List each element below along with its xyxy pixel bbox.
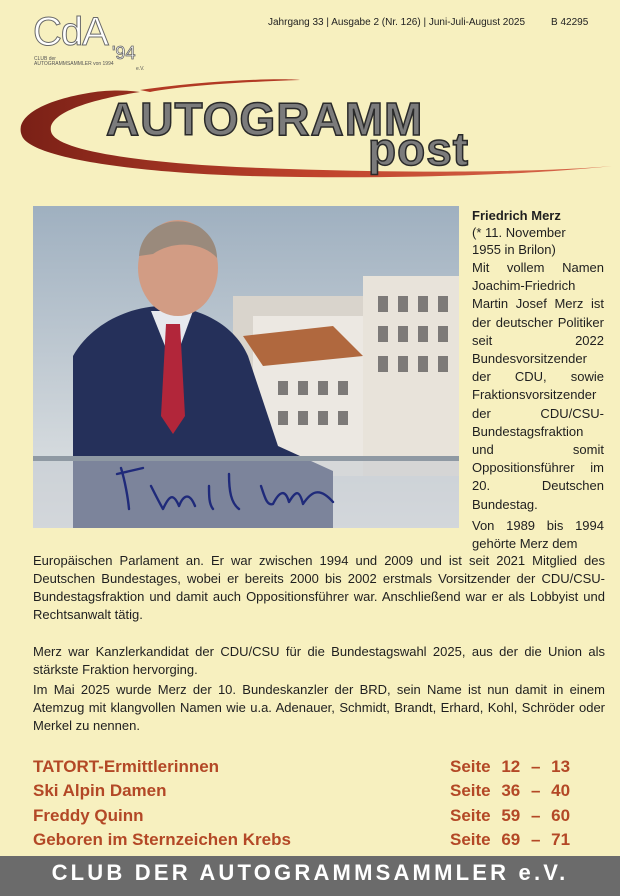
article-birth: 1955 in Brilon) [472,242,556,257]
article-paragraph: Merz war Kanzlerkandidat der CDU/CSU für die Bundestagswahl 2025, aus der die Union als stärkste Fraktion hervorging. [33,644,605,677]
article-name: Friedrich Merz [472,208,561,223]
contents-pages: Seite 36 – 40 [450,781,571,800]
article-paragraph: Europäischen Parlament an. Er war zwischen 1994 und 2009 und ist seit 2021 Mitglied des Deutschen Bundestages, wobei er bereits 2000 bis 2002 erstmals Vorsitzender der CDU/CSU-Bundestagsfraktion und damit auch Oppositionsführer war. Anschließend war er als Lobbyist und Rechtsanwalt tätig. [33,553,605,622]
contents-pages: Seite 59 – 60 [450,806,571,825]
cover-photo [33,206,459,528]
masthead-title: AUTOGRAMM [106,93,424,145]
article-sidebar-cont: Von 1989 bis 1994 gehörte Merz dem [472,518,604,551]
article-sidebar-text: Mit vollem Namen Joachim-Friedrich Martin Josef Merz ist der deutscher Politiker seit 2022 Bundesvorsitzender der CDU, sowie Fraktionsvorsitzender der CDU/CSU-Bundestagsfraktion und somit Oppositionsführer im 20. Deutschen Bundestag. [472,260,604,512]
article-paragraph: Im Mai 2025 wurde Merz der 10. Bundeskanzler der BRD, sein Name ist nun damit in einem Atemzug mit klangvollen Namen wie u.a. Adenauer, Schmidt, Brandt, Erhard, Kohl, Schröder oder Merkel zu nennen. [33,682,605,733]
contents-pages: Seite 69 – 71 [450,830,571,849]
club-logo: CdA [33,10,108,54]
issue-code: B 42295 [551,17,589,28]
footer-text: CLUB DER AUTOGRAMMSAMMLER e.V. [51,860,569,885]
contents-title: TATORT-Ermittlerinnen [33,757,220,776]
contents-pages: Seite 12 – 13 [450,757,571,776]
contents-title: Freddy Quinn [33,806,144,825]
club-logo-subtitle: e.V. [136,66,145,72]
masthead-subtitle: post [368,123,470,175]
issue-info: Jahrgang 33 | Ausgabe 2 (Nr. 126) | Juni-Juli-August 2025 [268,17,526,28]
club-logo-subtitle: AUTOGRAMMSAMMLER von 1994 [34,61,114,67]
contents-title: Geboren im Sternzeichen Krebs [33,830,291,849]
club-logo-year: '94 [112,43,136,63]
club-logo-subtitle: CLUB der [34,56,56,62]
article-birth: (* 11. November [472,225,566,240]
contents-title: Ski Alpin Damen [33,781,167,800]
